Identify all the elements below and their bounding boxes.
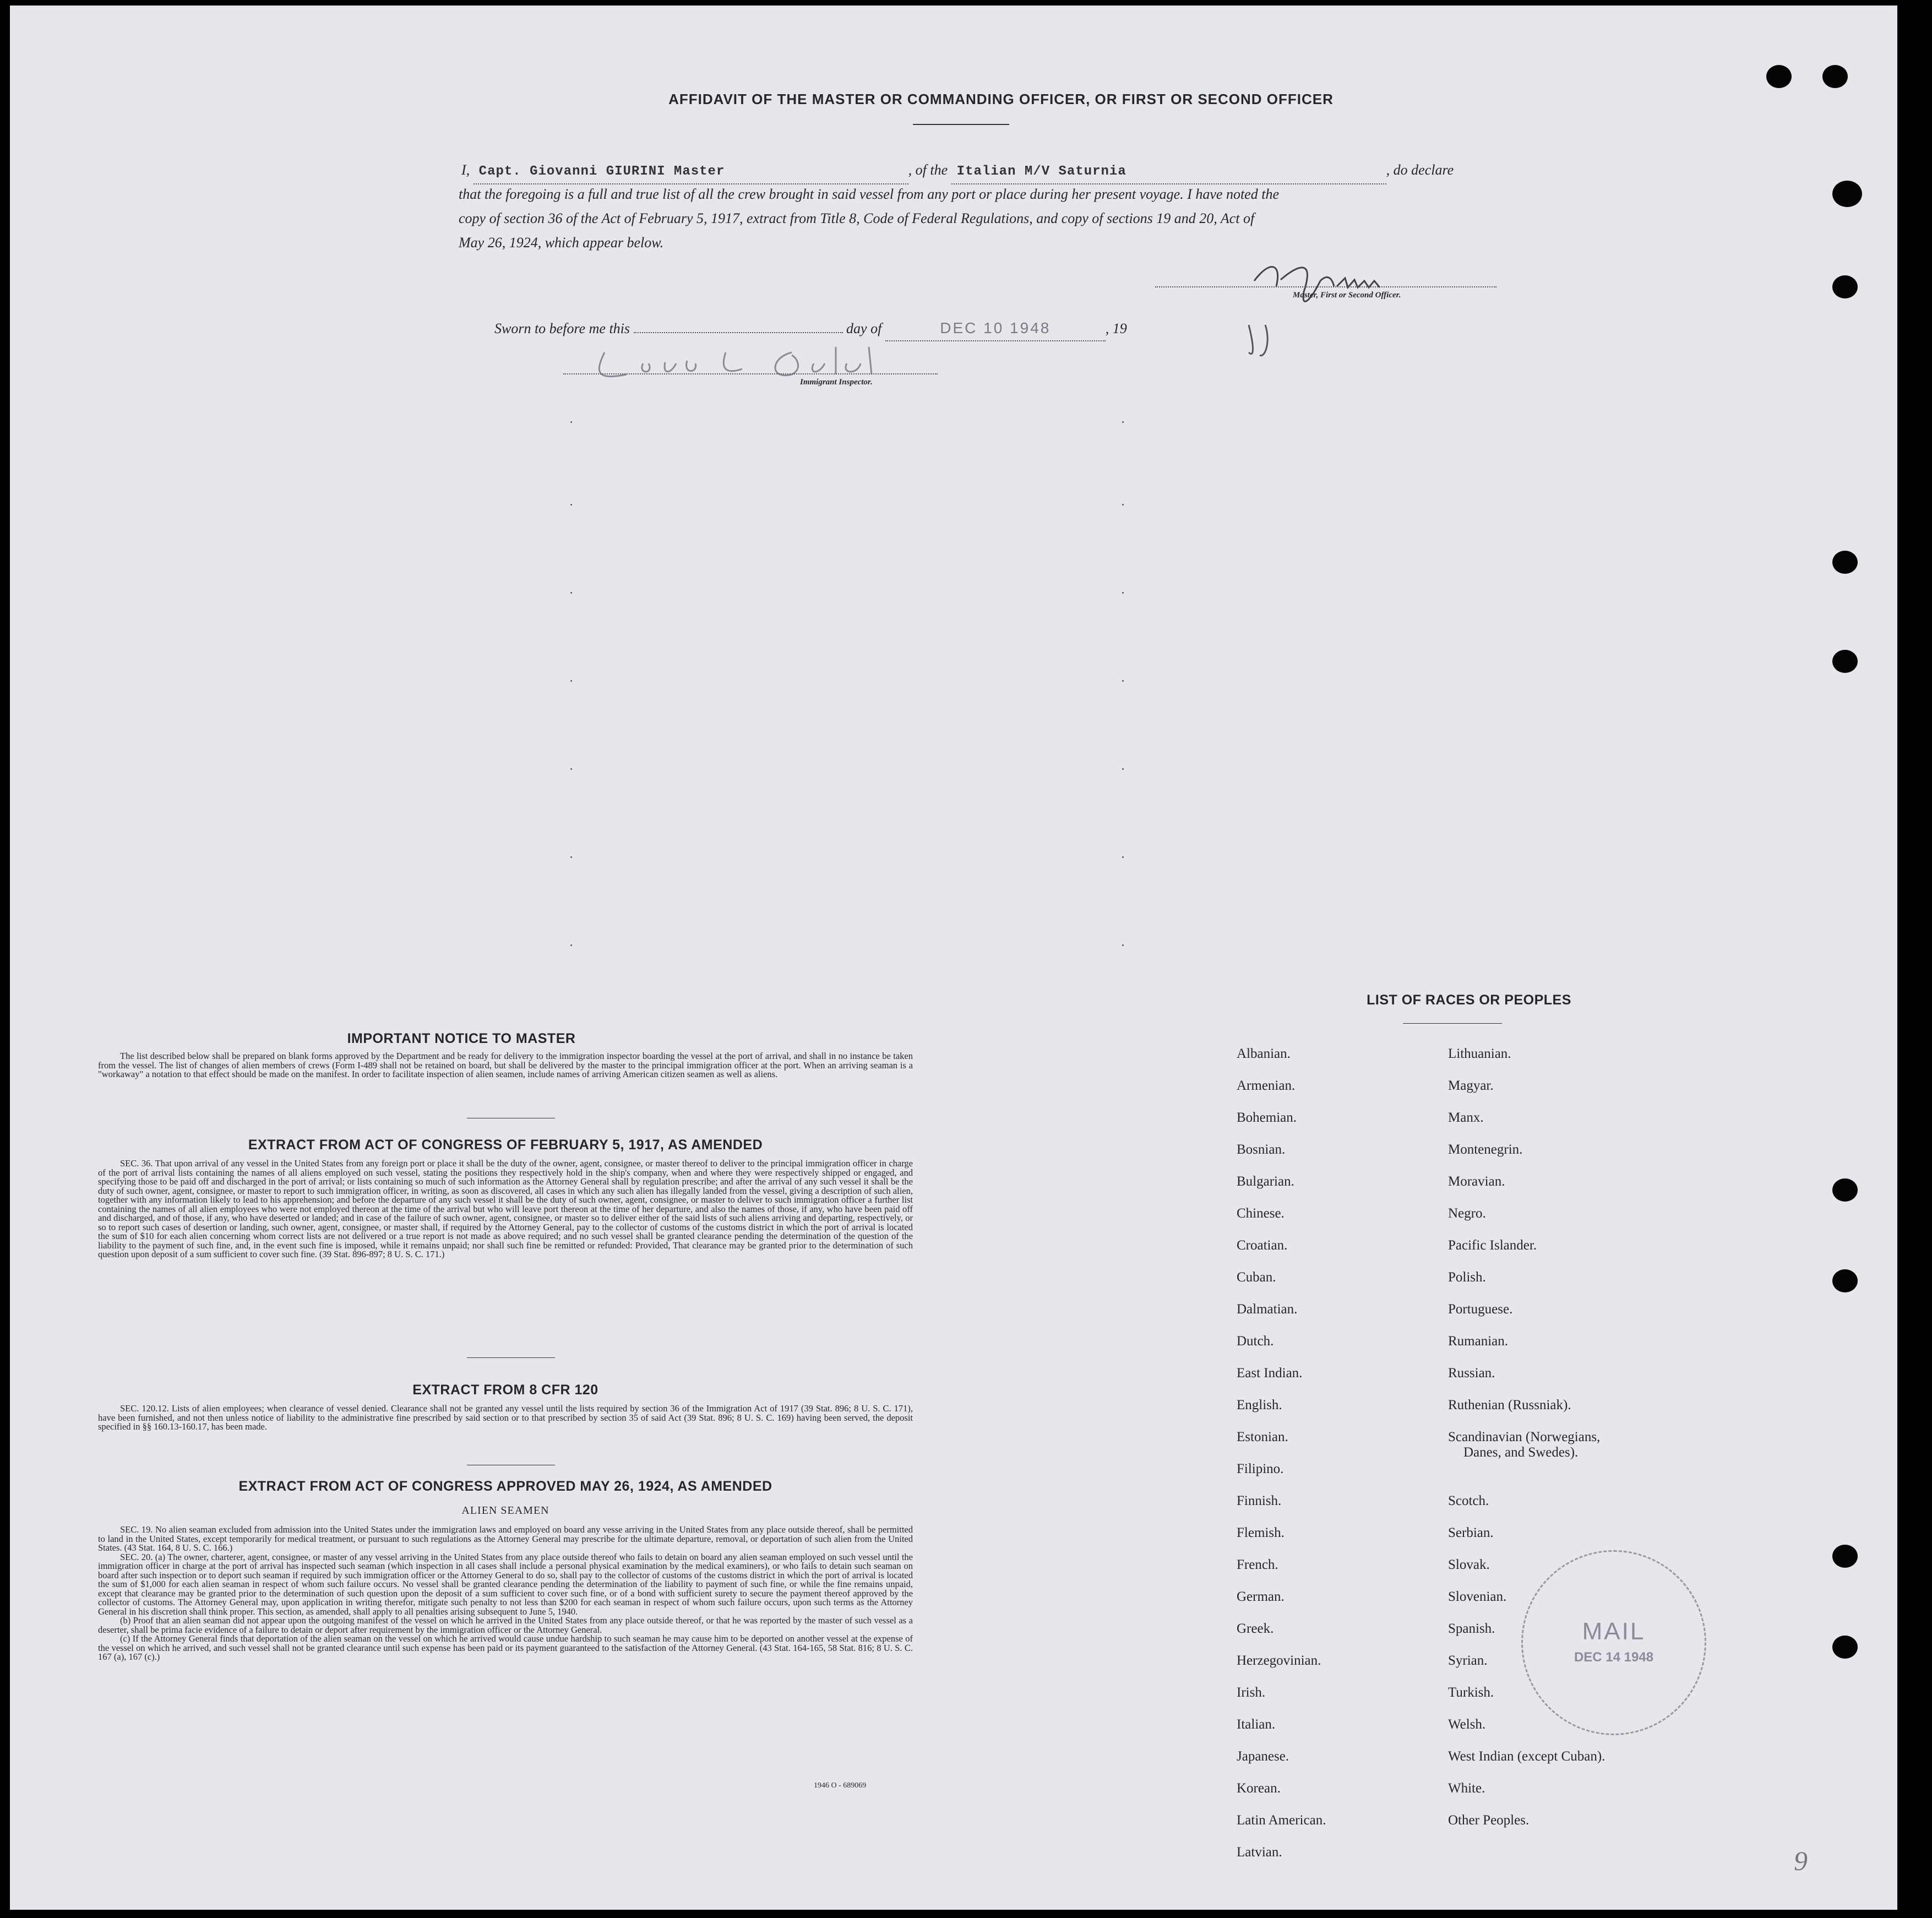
race-item: White. (1448, 1781, 1485, 1796)
race-item: Rumanian. (1448, 1334, 1509, 1349)
race-item: Dutch. (1237, 1334, 1274, 1349)
vessel-name-value: Italian M/V Saturnia (956, 164, 1126, 179)
extract-1924-sec20a: SEC. 20. (a) The owner, charterer, agent, consignee, or master of any vessel arriving in the United States from any place outside thereof who fails to detain on board any alien seaman employed on such vessel until the immigration officer in charge at the port of arrival has inspected such seaman (which inspection in all cases shall include a personal physical examination by the medical examiners), or who fails to detain such seaman on board after such inspection or to deport such seaman if required by such immigration officer or the Attorney General to do so, shall pay to the collector of customs of the customs district in which the port of arrival is located the sum of $1,000 for each alien seaman in respect of whom such failure occurs. No vessel shall be granted clearance pending the determination of the liability to payment of such fine, or while the fine remains unpaid, except that clearance may be granted prior to the determination of such question upon the deposit of a sum sufficient to cover such fine, or of a bond with sufficient surety to secure the payment thereof approved by the collector of customs. The Attorney General may, upon application in writing therefor, mitigate such penalty to not less than $200 for each seaman in respect of whom such failure occurs, upon such terms as the Attorney General in his discretion shall think proper. This section, as amended, shall apply to all penalties arising subsequent to June 5, 1940. (98, 1551, 913, 1617)
punch-hole (1832, 181, 1862, 207)
race-item: Bosnian. (1237, 1142, 1286, 1157)
races-title: LIST OF RACES OR PEOPLES (1367, 992, 1571, 1008)
affidavit-title: AFFIDAVIT OF THE MASTER OR COMMANDING OFFICER, OR FIRST OR SECOND OFFICER (668, 91, 1334, 107)
race-item: Turkish. (1448, 1685, 1494, 1700)
inspector-label: Immigrant Inspector. (800, 378, 873, 387)
race-item: Japanese. (1237, 1749, 1289, 1764)
printer-code: 1946 O - 689069 (814, 1781, 867, 1790)
race-item: Syrian. (1448, 1653, 1488, 1668)
punch-hole (1832, 1269, 1858, 1292)
extract-1924-sec20b: (b) Proof that an alien seaman did not appear upon the outgoing manifest of the vessel on which he arrived in the United States from any place outside thereof, or that he was reported by the master of such vessel as a deserter, shall be prima facie evidence of a failure to detain or deport after requirement by the immigration officer or the Attorney General. (98, 1615, 913, 1635)
extract-1924-subtitle: ALIEN SEAMEN (461, 1504, 549, 1517)
punch-hole (1832, 650, 1858, 673)
declaration-line-4: May 26, 1924, which appear below. (459, 235, 664, 251)
date-stamp: DEC 10 1948 (940, 319, 1051, 336)
race-item: Flemish. (1237, 1525, 1285, 1540)
notice-body (98, 1052, 913, 1079)
declaration-line-1 (461, 159, 1496, 184)
fold-mark (1122, 504, 1124, 506)
divider (1403, 1023, 1502, 1024)
race-item: English. (1237, 1398, 1282, 1412)
race-item: Chinese. (1237, 1206, 1285, 1221)
year-prefix: , 19 (1105, 320, 1127, 336)
mail-stamp-date: DEC 14 1948 (1574, 1650, 1654, 1665)
extract-8cfr-paragraph: SEC. 120.12. Lists of alien employees; when clearance of vessel denied. Clearance shall not be granted any vessel until the lists required by section 36 of the Immigration Act of 1917 (39 Stat. 896; 8 U. S. C. 171), have been furnished, and not then unless notice of liability to the administrative fine prescribed by said section or to that prescribed by section 35 of said Act (39 Stat. 896; 8 U. S. C. 169) having been served, the deposit specified in §§ 160.13-160.17, has been made. (98, 1403, 913, 1432)
race-item: Irish. (1237, 1685, 1266, 1700)
race-item: Italian. (1237, 1717, 1276, 1732)
race-item: Herzegovinian. (1237, 1653, 1321, 1668)
punch-hole (1832, 1636, 1858, 1659)
race-item: East Indian. (1237, 1366, 1303, 1381)
master-label: Master, First or Second Officer. (1293, 291, 1401, 300)
fold-mark (570, 856, 572, 858)
master-name-value: Capt. Giovanni GIURINI Master (478, 164, 725, 179)
sworn-prefix: Sworn to before me this (494, 320, 630, 336)
race-item: German. (1237, 1589, 1285, 1604)
race-item: Lithuanian. (1448, 1046, 1511, 1061)
race-item: Slovak. (1448, 1557, 1490, 1572)
master-signature-line (1155, 286, 1496, 287)
race-item: Cuban. (1237, 1270, 1276, 1285)
declaration-line-2: that the foregoing is a full and true list of all the crew brought in said vessel from any port or place during her present voyage. I have noted the (459, 186, 1279, 202)
punch-hole (1832, 551, 1858, 574)
race-item: Slovenian. (1448, 1589, 1507, 1604)
do-declare-text: , do declare (1386, 162, 1454, 178)
extract-1924-sec20c: (c) If the Attorney General finds that deportation of the alien seaman on the vessel on which he arrived would cause undue hardship to such seaman he may cause him to be deported on another vessel at the expense of the vessel on which he arrived, and such vessel shall not be granted clearance until such expense has been paid or its payment guaranteed to the satisfaction of the Attorney General. (43 Stat. 164-165, 58 Stat. 816; 8 U. S. C. 167 (a), 167 (c).) (98, 1633, 913, 1662)
race-item: Ruthenian (Russniak). (1448, 1398, 1571, 1412)
race-item: Pacific Islander. (1448, 1238, 1537, 1253)
fold-mark (570, 680, 572, 682)
fold-mark (570, 944, 572, 946)
notice-paragraph: The list described below shall be prepared on blank forms approved by the Department and be ready for delivery to the immigration inspector boarding the vessel at the port of arrival, and shall in no instance be taken from the vessel. The list of changes of alien members of crews (Form I-489 shall not be retained on board, but shall be delivered by the master to the principal immigration officer at the port. When an arriving seaman is a "workaway" a notation to that effect should be made on the manifest. In order to facilitate inspection of alien seamen, include names of arriving American citizen seamen as well as aliens. (98, 1051, 913, 1079)
race-item: Filipino. (1237, 1461, 1284, 1476)
master-name-field (474, 159, 908, 184)
punch-hole (1832, 1178, 1858, 1202)
race-item: Moravian. (1448, 1174, 1505, 1189)
inspector-signature (560, 336, 946, 385)
race-item: West Indian (except Cuban). (1448, 1749, 1606, 1764)
punch-hole (1832, 1545, 1858, 1568)
divider (913, 124, 1009, 125)
race-item: Bulgarian. (1237, 1174, 1294, 1189)
race-item: Korean. (1237, 1781, 1281, 1796)
race-item: Finnish. (1237, 1493, 1282, 1508)
race-item: Russian. (1448, 1366, 1495, 1381)
notice-title: IMPORTANT NOTICE TO MASTER (347, 1031, 576, 1046)
of-the-text: , of the (908, 162, 948, 178)
extract-1917-body (98, 1159, 913, 1259)
race-item: French. (1237, 1557, 1278, 1572)
race-item: Armenian. (1237, 1078, 1296, 1093)
extract-1917-paragraph: SEC. 36. That upon arrival of any vessel in the United States from any foreign port or place it shall be the duty of the owner, agent, consignee, or master thereof to deliver to the principal immigration officer in charge of the port of arrival lists containing the names of all aliens employed on such vessel, stating the positions they respectively hold in the ship's company, when and where they were respectively shipped or engaged, and specifying those to be paid off and discharged in the port of arrival; or lists containing so much of such information as the Attorney General shall by regulation prescribe; and after the arrival of any such vessel it shall be the duty of such owner, agent, consignee, or master to report to such immigration officer, in writing, as soon as discovered, all cases in which any such alien has illegally landed from the vessel, giving a description of such alien, together with any information likely to lead to his apprehension; and before the departure of any such vessel it shall be the duty of such owner, agent, consignee, or master to deliver to such immigration officer a further list containing the names of all alien employees who were not employed thereon at the time of the arrival but who will leave port thereon at the time of her departure, and also the names of those, if any, who have been paid off and discharged, and of those, if any, who have deserted or landed; and in case of the failure of such owner, agent, consignee, or master so to deliver either of the said lists of such aliens arriving and departing, respectively, or so to report such cases of desertion or landing, such owner, agent, consignee, or master shall, if required by the Attorney General, pay to the collector of customs of the customs district in which the port of arrival is located the sum of $10 for each alien concerning whom correct lists are not delivered or a true report is not made as above required; and no such vessel shall be granted clearance pending the determination of the question of the liability to the payment of such fine, and, in the event such fine is imposed, while it remains unpaid; nor shall such fine be remitted or refunded: Provided, That clearance may be granted prior to the determination of such question upon deposit of a sum sufficient to cover such fine. (39 Stat. 896-897; 8 U. S. C. 171.) (98, 1158, 913, 1259)
fold-mark (1122, 944, 1124, 946)
extract-1924-body (98, 1525, 913, 1662)
fold-mark (570, 768, 572, 770)
vessel-name-field (951, 159, 1386, 184)
fold-mark (570, 421, 572, 423)
punch-hole (1832, 275, 1858, 298)
race-item: Portuguese. (1448, 1302, 1513, 1317)
race-item: Scandinavian (Norwegians, (1448, 1430, 1601, 1444)
race-item: Negro. (1448, 1206, 1486, 1221)
fold-mark (1122, 856, 1124, 858)
race-item: Estonian. (1237, 1430, 1288, 1444)
fold-mark (1122, 680, 1124, 682)
fold-mark (1122, 421, 1124, 423)
race-item: Montenegrin. (1448, 1142, 1523, 1157)
divider (467, 1357, 555, 1358)
punch-hole (1766, 65, 1792, 88)
extract-8cfr-title: EXTRACT FROM 8 CFR 120 (412, 1382, 598, 1398)
day-of-text: day of (846, 320, 882, 336)
race-item: Magyar. (1448, 1078, 1494, 1093)
inspector-signature-line (563, 373, 938, 374)
master-signature (1232, 248, 1452, 363)
punch-hole (1822, 65, 1848, 88)
mail-stamp (1521, 1550, 1706, 1735)
corner-mark: 9 (1794, 1845, 1808, 1876)
mail-stamp-word: MAIL (1582, 1618, 1646, 1645)
race-item: Bohemian. (1237, 1110, 1297, 1125)
race-item: Latvian. (1237, 1845, 1282, 1860)
race-item: Welsh. (1448, 1717, 1486, 1732)
race-item: Scotch. (1448, 1493, 1489, 1508)
race-item: Serbian. (1448, 1525, 1494, 1540)
document-page (10, 6, 1897, 1910)
extract-1924-sec19: SEC. 19. No alien seaman excluded from admission into the United States under the immigration laws and employed on board any vesse arriving in the United States from any place outside thereof, shall be permitted to land in the United States, except temporarily for medical treatment, or pursuant to such regulations as the Attorney General may prescribe for the ultimate departure, removal, or deportation of such alien from the United States. (43 Stat. 164, 8 U. S. C. 166.) (98, 1524, 913, 1553)
race-item: Croatian. (1237, 1238, 1288, 1253)
fold-mark (570, 592, 572, 594)
race-item: Danes, and Swedes). (1463, 1445, 1579, 1460)
race-item: Polish. (1448, 1270, 1486, 1285)
race-item: Latin American. (1237, 1813, 1326, 1828)
race-item: Manx. (1448, 1110, 1484, 1125)
sworn-day-field (634, 332, 843, 333)
extract-1924-title: EXTRACT FROM ACT OF CONGRESS APPROVED MAY 26, 1924, AS AMENDED (238, 1479, 772, 1494)
race-item: Greek. (1237, 1621, 1274, 1636)
fold-mark (1122, 768, 1124, 770)
race-item: Spanish. (1448, 1621, 1495, 1636)
fold-mark (570, 504, 572, 506)
declaration-pronoun: I, (461, 162, 470, 178)
extract-8cfr-body (98, 1404, 913, 1432)
race-item: Dalmatian. (1237, 1302, 1298, 1317)
extract-1917-title: EXTRACT FROM ACT OF CONGRESS OF FEBRUARY 5, 1917, AS AMENDED (248, 1137, 763, 1153)
fold-mark (1122, 592, 1124, 594)
race-item: Albanian. (1237, 1046, 1291, 1061)
declaration-line-3: copy of section 36 of the Act of February 5, 1917, extract from Title 8, Code of Federal Regulations, and copy of sections 19 and 20, Act of (459, 210, 1255, 226)
race-item: Other Peoples. (1448, 1813, 1530, 1828)
